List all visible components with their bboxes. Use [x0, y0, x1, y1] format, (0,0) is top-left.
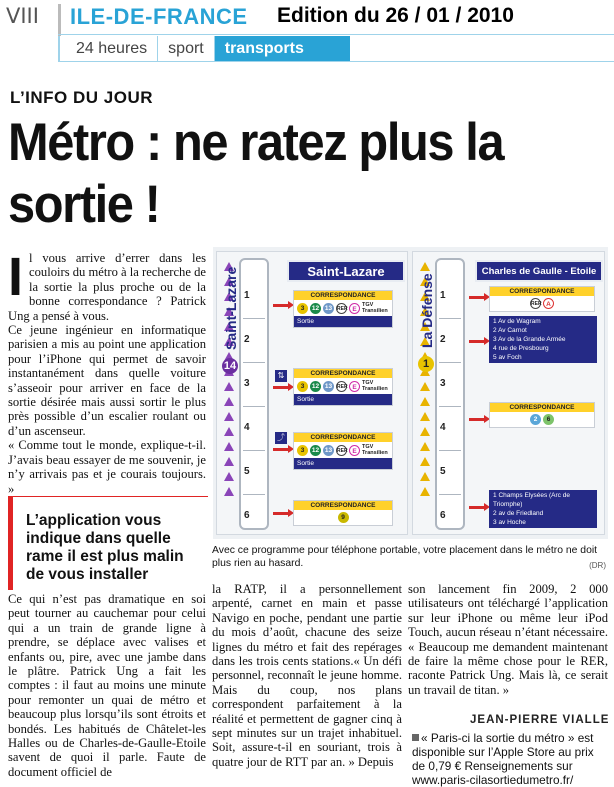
line-1-badge: 1: [418, 356, 434, 372]
info-box: [412, 731, 608, 787]
train-cars: [435, 258, 465, 530]
direction-label: Saint-Lazare: [223, 266, 239, 350]
edition-date: Edition du 26 / 01 / 2010: [277, 4, 514, 27]
exit-list-top: [489, 316, 597, 363]
station-name: Saint-Lazare: [287, 260, 405, 282]
correspondance-sign: [293, 368, 393, 406]
line-dot: 12: [311, 446, 320, 454]
line-dot: E: [349, 381, 360, 392]
correspondance-sign: [293, 290, 393, 328]
exit-item: 5 av Foch: [493, 354, 522, 361]
line-dot: 13: [324, 446, 333, 454]
red-arrow: [469, 418, 485, 421]
line-dot: 3: [297, 381, 308, 392]
rer-a-dot: A: [543, 298, 554, 309]
paragraph-1: l vous arrive d’errer dans les couloirs du métro à la recherche de la sortie la plus proche ou de la bonne correspondance ? Patrick Ung a pensé à vous.: [8, 251, 206, 323]
car-number: 1: [244, 290, 250, 301]
pull-quote: L’application vous indique dans quelle rame il est plus malin de vous installer: [26, 512, 184, 583]
correspondance-sign: [293, 500, 393, 526]
line-dot: 3: [297, 303, 308, 314]
region-title: ILE-DE-FRANCE: [70, 4, 248, 29]
app-screenshot-figure: [213, 247, 608, 539]
paragraph-4: Ce qui n’est pas dramatique en soi peut tourner au cauchemar pour celui qui a un train de grande ligne à prendre, se déplace avec valises et enfants ou, pire, avec une jambe dans le plâtre. Patrick Ung a fait les comptes : il faut au moins une minute pour remonter un quai de métro et beaucoup plus lorsqu’ils sont étroits et bondés. Les habitués de Châtelet-les Halles ou de Charles-de-Gaulle-Etoile savent de quoi il parle. Faute de document officiel de: [8, 592, 206, 779]
line-dot: E: [349, 445, 360, 456]
sign-header: CORRESPONDANCE: [490, 403, 594, 412]
escalator-icon: ⇅: [275, 370, 287, 382]
drop-cap: I: [8, 247, 24, 307]
rer-dot: RER: [336, 381, 347, 392]
red-arrow: [469, 340, 485, 343]
red-arrow: [469, 296, 485, 299]
panel-saint-lazare: [216, 251, 408, 535]
panel-charles-de-gaulle: [412, 251, 605, 535]
paragraph-5: la RATP, il a personnellement arpenté, carnet en main et passe Navigo en poche, pendant une partie du mois d’août, chacune des seize lignes du métro et fait des repérages dans les trois cents stations.« Un défi personnel, reconnaît le jeune homme. Mais du coup, nos plans correspondent parfaitement à la réalité et permettent de gagner cinq à sept minutes sur un trajet inhabituel. Soit, assure-t-il en souriant, trois à quatre jour de RTT par an. » Depuis: [212, 582, 402, 769]
line-dot: 13: [324, 382, 333, 390]
paragraph-6: son lancement fin 2009, 2 000 utilisateurs ont téléchargé l’application sur leur iPhone ou même leur iPod Touch, aucun réseau n’étant nécessaire. « Beaucoup me demandent maintenant de faire la même chose pour le RER, raconte Patrick Ung. Mais là, ce serait un travail de titan. »: [408, 582, 608, 697]
red-arrow: [469, 506, 485, 509]
correspondance-sign: [293, 432, 393, 470]
car-number: 4: [244, 422, 250, 433]
exit-item: 2 Av Carnot: [493, 327, 527, 334]
sign-header: CORRESPONDANCE: [294, 291, 392, 300]
exit-list-bottom: [489, 490, 597, 528]
caption-text: Avec ce programme pour téléphone portable, votre placement dans le métro ne doit plus rien au hasard.: [212, 545, 598, 569]
exit-label: Sortie: [294, 316, 392, 327]
train-cars: [239, 258, 269, 530]
line-dot: 6: [543, 414, 554, 425]
section-nav: [58, 36, 350, 62]
line-dot: 12: [311, 382, 320, 390]
direction-label: La Défense: [419, 273, 435, 348]
photo-credit: (DR): [589, 561, 606, 570]
red-arrow: [273, 448, 289, 451]
line-dot: 2: [530, 414, 541, 425]
tab-transports[interactable]: transports: [214, 36, 350, 62]
kicker: L’INFO DU JOUR: [10, 88, 154, 107]
figure-caption: [212, 544, 606, 572]
sign-header: CORRESPONDANCE: [294, 501, 392, 510]
header-divider: [58, 4, 61, 36]
red-arrow: [273, 386, 289, 389]
intro-text: [8, 247, 206, 496]
headline: Métro : ne ratez plus la sortie !: [8, 113, 504, 234]
paragraph-3: « Comme tout le monde, explique-t-il. J’avais beau essayer de me souvenir, je n’y arrivais pas et je courais toujours. »: [8, 438, 206, 496]
exit-item: 4 rue de Presbourg: [493, 345, 549, 352]
car-number: 6: [244, 510, 250, 521]
tab-sport[interactable]: sport: [157, 36, 214, 62]
page-number: VIII: [6, 4, 39, 28]
line-dot: 12: [311, 304, 320, 312]
red-arrow: [273, 304, 289, 307]
tgv-label: TGV Transilien: [362, 380, 388, 392]
line-dot: 13: [324, 304, 333, 312]
sign-header: CORRESPONDANCE: [294, 433, 392, 442]
exit-label: Sortie: [294, 394, 392, 405]
car-number: 4: [440, 422, 446, 433]
sign-header: CORRESPONDANCE: [490, 287, 594, 296]
car-number: 1: [440, 290, 446, 301]
station-name: Charles de Gaulle - Etoile: [475, 260, 603, 282]
car-number: 3: [440, 378, 446, 389]
car-number: 6: [440, 510, 446, 521]
car-number: 3: [244, 378, 250, 389]
tgv-label: TGV Transilien: [362, 444, 388, 456]
line-14-badge: 14: [223, 360, 237, 372]
bullet-square-icon: [412, 734, 419, 741]
sign-header: CORRESPONDANCE: [294, 369, 392, 378]
car-number: 2: [440, 334, 446, 345]
exit-label: Sortie: [294, 458, 392, 469]
exit-item: 3 Av de la Grande Armée: [493, 336, 566, 343]
rer-dot: RER: [336, 303, 347, 314]
exit-item: 1 Av de Wagram: [493, 318, 541, 325]
header-rule: [58, 34, 614, 35]
correspondance-sign: [489, 286, 595, 312]
tgv-label: TGV Transilien: [362, 302, 388, 314]
stairs-icon: ⤴: [277, 433, 285, 442]
line-dot: 3: [297, 445, 308, 456]
car-number: 2: [244, 334, 250, 345]
line-dot: 9: [338, 512, 349, 523]
author-signature: JEAN-PIERRE VIALLE: [470, 714, 610, 726]
line-dot: E: [349, 303, 360, 314]
paragraph-2: Ce jeune ingénieur en informatique parisien a mis au point une application pour l’iPhone qui permet de savoir instantanément dans quelle voiture s’asseoir pour arriver en face de la sortie désirée mais aussi sortir le plus près possible d’un escalier roulant ou d’un ascenseur.: [8, 323, 206, 438]
tab-24-heures[interactable]: 24 heures: [58, 36, 157, 62]
rer-dot: RER: [530, 298, 541, 309]
info-text: « Paris-ci la sortie du métro » est disponible sur l’Apple Store au prix de 0,79 € Renseignements sur www.paris-cilasortiedumetro.fr/: [412, 731, 594, 787]
exit-item: 2 av de Friedland: [493, 510, 544, 517]
car-number: 5: [440, 466, 446, 477]
exit-item: 3 av Hoche: [493, 519, 526, 526]
car-number: 5: [244, 466, 250, 477]
exit-item: 1 Champs Elysées (Arc de Triomphe): [493, 492, 570, 508]
nav-rule: [58, 61, 614, 62]
correspondance-sign: [489, 402, 595, 428]
red-arrow: [273, 512, 289, 515]
rer-dot: RER: [336, 445, 347, 456]
